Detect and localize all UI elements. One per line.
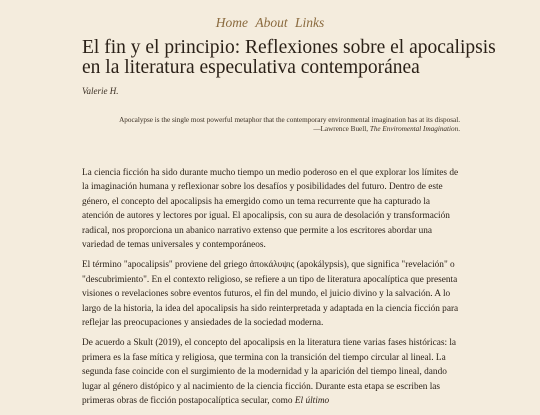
body-paragraph-2: El término "apocalipsis" proviene del griego ἀποκάλυψις (apokálypsis), que significa "revelación" o "descubrimiento". En el contexto religioso, se refiere a un tipo de literatura apocalíptica que presenta visiones o revelaciones sobre eventos futuros, el fin del mundo, el juicio divino y la salvación. A lo largo de la historia, la idea del apocalipsis ha sido reinterpretada y adaptada en la ciencia ficción para reflejar las preocupaciones y ansiedades de la sociedad moderna. xyxy=(82,260,459,329)
epigraph-quote: Apocalypse is the single most powerful metaphor that the contemporary environmental imagination has at its disposal. xyxy=(119,116,460,124)
nav-about-link[interactable]: About xyxy=(255,15,288,30)
nav-home-link[interactable]: Home xyxy=(215,15,248,30)
epigraph-attribution-suffix: . xyxy=(458,124,460,133)
body-paragraph-3-text: De acuerdo a Skult (2019), el concepto del apocalipsis en la literatura tiene varias fases históricas: la primera es la fase mítica y religiosa, que termina con la transición del tiempo circular al lineal. La segunda fase coincide con el surgimiento de la modernidad y la aparición del tiempo lineal, dando lugar al género distópico y al nacimiento de la ciencia ficción. Durante esta etapa se escriben las primeras obras de ficción postapocalíptica secular, como xyxy=(82,338,457,407)
epigraph-cited-work: The Enviromental Imagination xyxy=(369,124,459,133)
article-title: El fin y el principio: Reflexiones sobre el apocalipsis en la literatura especulativa contemporánea xyxy=(82,37,496,78)
epigraph-attribution-prefix: —Lawrence Buell, xyxy=(313,124,370,133)
epigraph xyxy=(100,116,460,133)
nav-links-link[interactable]: Links xyxy=(294,15,325,30)
article-author: Valerie H. xyxy=(82,86,119,96)
body-paragraph-3 xyxy=(82,336,462,408)
body-paragraph-1: La ciencia ficción ha sido durante mucho tiempo un medio poderoso en el que explorar los límites de la imaginación humana y reflexionar sobre los desafíos y posibilidades del futuro. Dentro de este género, el concepto del apocalipsis ha emergido como un tema recurrente que ha capturado la atención de autores y lectores por igual. El apocalipsis, con su aura de desolación y transformación radical, nos proporciona un abanico narrativo extenso que permite a los escritores abordar una variedad de temas universales y contemporáneos. xyxy=(82,168,459,251)
cited-work-title: El último xyxy=(294,396,330,407)
epigraph-attribution xyxy=(100,125,460,134)
top-nav xyxy=(0,15,540,31)
article-body xyxy=(82,166,462,415)
